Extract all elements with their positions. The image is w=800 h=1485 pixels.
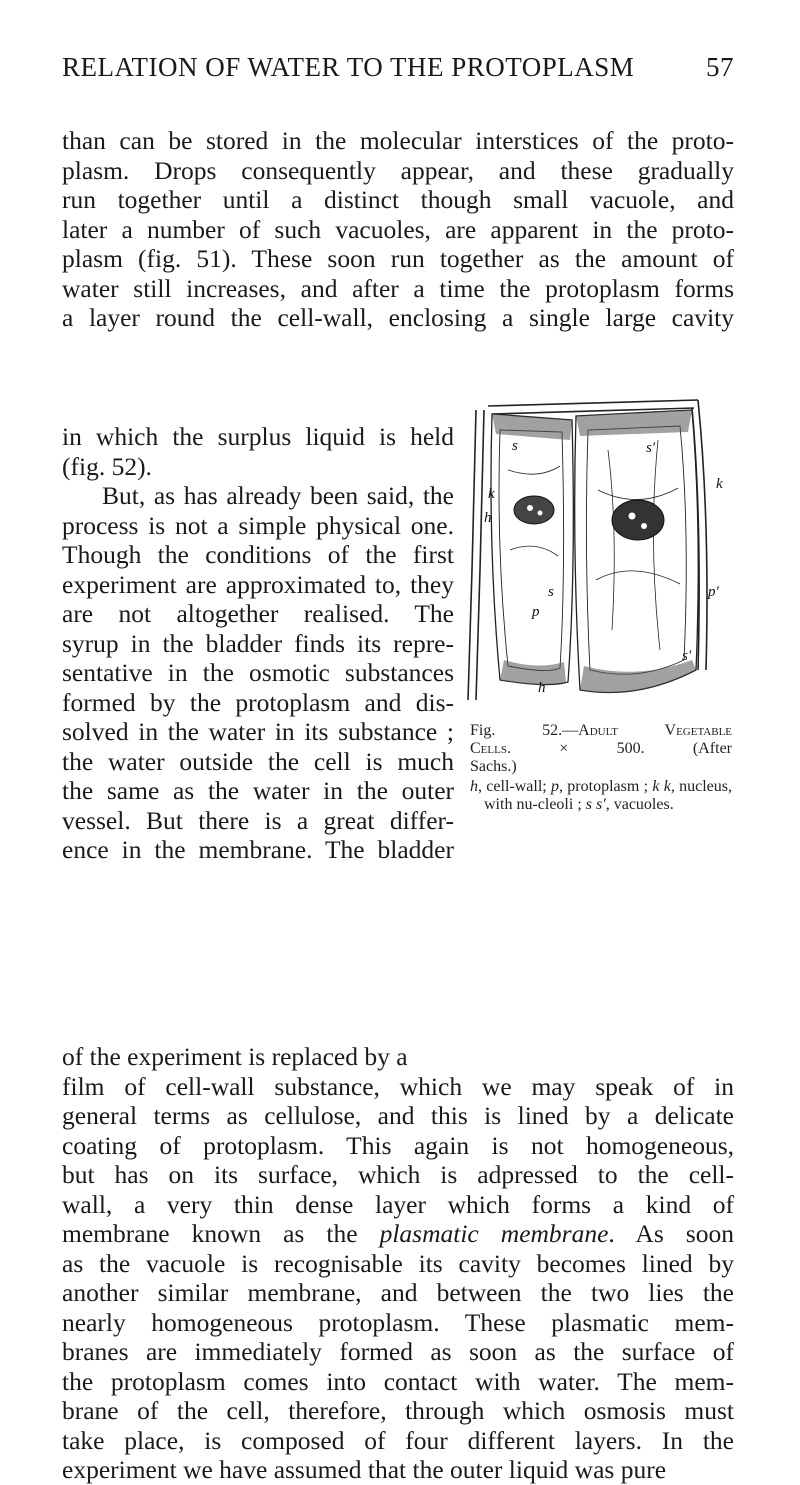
legend-s: s s′ xyxy=(585,796,606,813)
text-line: brane of the cell, therefore, through which osmosis must xyxy=(62,1396,734,1425)
caption-title-line-2 xyxy=(470,740,732,758)
label-s-top: s xyxy=(512,438,518,454)
text-line: as the vacuole is recognisable its cavity becomes lined by xyxy=(62,1248,734,1278)
legend-p: p xyxy=(551,778,560,795)
caption-title-text-2: Cells. xyxy=(470,740,511,757)
label-h-left: h xyxy=(484,510,492,526)
text-line: the protoplasm comes into contact with water. The mem- xyxy=(62,1366,734,1396)
caption-title xyxy=(470,722,732,740)
text-line: of the experiment is replaced by a xyxy=(62,1042,408,1071)
legend-p-text: , protoplasm ; xyxy=(559,778,649,795)
text-line-content: But, as has already been said, the xyxy=(102,481,454,510)
text-line: than can be stored in the molecular interstices of the proto- xyxy=(62,126,734,155)
figure-caption xyxy=(470,722,732,814)
caption-magnification: × 500. xyxy=(559,740,645,757)
text-line: plasm (fig. 51). These soon run together as the amount of xyxy=(62,244,734,273)
label-p-prime: p′ xyxy=(708,584,719,600)
text-line: general terms as cellulose, and this is lined by a delicate xyxy=(62,1101,734,1130)
legend-k: k k xyxy=(652,778,671,795)
text-segment: membrane known as the xyxy=(62,1219,380,1248)
text-line: the water outside the cell is much xyxy=(62,746,454,776)
text-line: nearly homogeneous protoplasm. These plasmatic mem- xyxy=(62,1307,734,1337)
text-line: take place, is composed of four different layers. In the xyxy=(62,1425,734,1455)
text-line: water still increases, and after a time the protoplasm forms xyxy=(62,273,734,303)
text-line: but has on its surface, which is adpressed to the cell- xyxy=(62,1160,734,1189)
text-line: run together until a distinct though small vacuole, and xyxy=(62,185,734,214)
text-line: sentative in the osmotic substances xyxy=(62,658,454,687)
legend-k-text: , nucleus, with nu-cleoli ; xyxy=(484,778,733,813)
text-line: experiment we have assumed that the outer liquid was pure xyxy=(62,1455,667,1484)
text-line: process is not a simple physical one. xyxy=(62,510,454,540)
running-title: RELATION OF WATER TO THE PROTOPLASM xyxy=(62,52,635,82)
text-line: solved in the water in its substance ; xyxy=(62,717,454,746)
legend-h: h xyxy=(470,778,478,795)
text-line: film of cell-wall substance, which we may speak of in xyxy=(62,1071,734,1101)
label-s-prime-bottom: s′ xyxy=(682,648,692,664)
text-line: plasm. Drops consequently appear, and these gradually xyxy=(62,155,734,185)
legend-s-text: , vacuoles. xyxy=(605,796,674,813)
text-line: the same as the water in the outer xyxy=(62,776,454,805)
text-line: coating of protoplasm. This again is not homogeneous, xyxy=(62,1130,734,1160)
cell-illustration xyxy=(448,370,738,714)
text-line: formed by the protoplasm and dis- xyxy=(62,687,454,717)
running-header xyxy=(62,52,734,104)
caption-legend xyxy=(470,778,732,814)
label-k-left: k xyxy=(488,486,495,502)
text-line: another similar membrane, and between the two lies the xyxy=(62,1278,734,1307)
label-s-mid: s xyxy=(548,584,554,600)
text-line xyxy=(62,1219,734,1249)
text-line: a layer round the cell-wall, enclosing a single large cavity xyxy=(62,303,734,332)
legend-h-text: , cell-wall; xyxy=(478,778,552,795)
paragraph-bottom xyxy=(62,1042,734,1485)
paragraph-left-column xyxy=(62,422,454,865)
label-k-right: k xyxy=(716,476,723,492)
page-number: 57 xyxy=(706,52,734,82)
text-line: in which the surplus liquid is held xyxy=(62,422,454,451)
text-line: syrup in the bladder finds its repre- xyxy=(62,628,454,658)
caption-source: (After xyxy=(692,740,733,757)
text-line: wall, a very thin dense layer which forms a kind of xyxy=(62,1189,734,1219)
label-h-bottom: h xyxy=(538,680,546,696)
text-line xyxy=(62,481,454,511)
label-s-prime-top: s′ xyxy=(646,440,656,456)
text-line: vessel. But there is a great differ- xyxy=(62,805,454,835)
text-line: Though the conditions of the first xyxy=(62,540,454,569)
text-line: experiment are approximated to, they xyxy=(62,569,454,599)
term-plasmatic-membrane: plasmatic membrane xyxy=(379,1219,609,1248)
text-line: branes are immediately formed as soon as the surface of xyxy=(62,1337,734,1366)
paragraph-top xyxy=(62,126,734,333)
caption-fig-number: Fig. 52. xyxy=(470,722,563,739)
text-line: (fig. 52). xyxy=(62,451,152,481)
text-line: are not altogether realised. The xyxy=(62,599,454,628)
text-line: later a number of such vacuoles, are apparent in the proto- xyxy=(62,214,734,244)
caption-title-text: —Adult Vegetable xyxy=(562,722,733,739)
label-p-mid: p xyxy=(532,604,540,620)
caption-source-2: Sachs.) xyxy=(470,758,517,775)
text-line: ence in the membrane. The bladder xyxy=(62,835,454,864)
text-segment: . As soon xyxy=(608,1219,734,1248)
